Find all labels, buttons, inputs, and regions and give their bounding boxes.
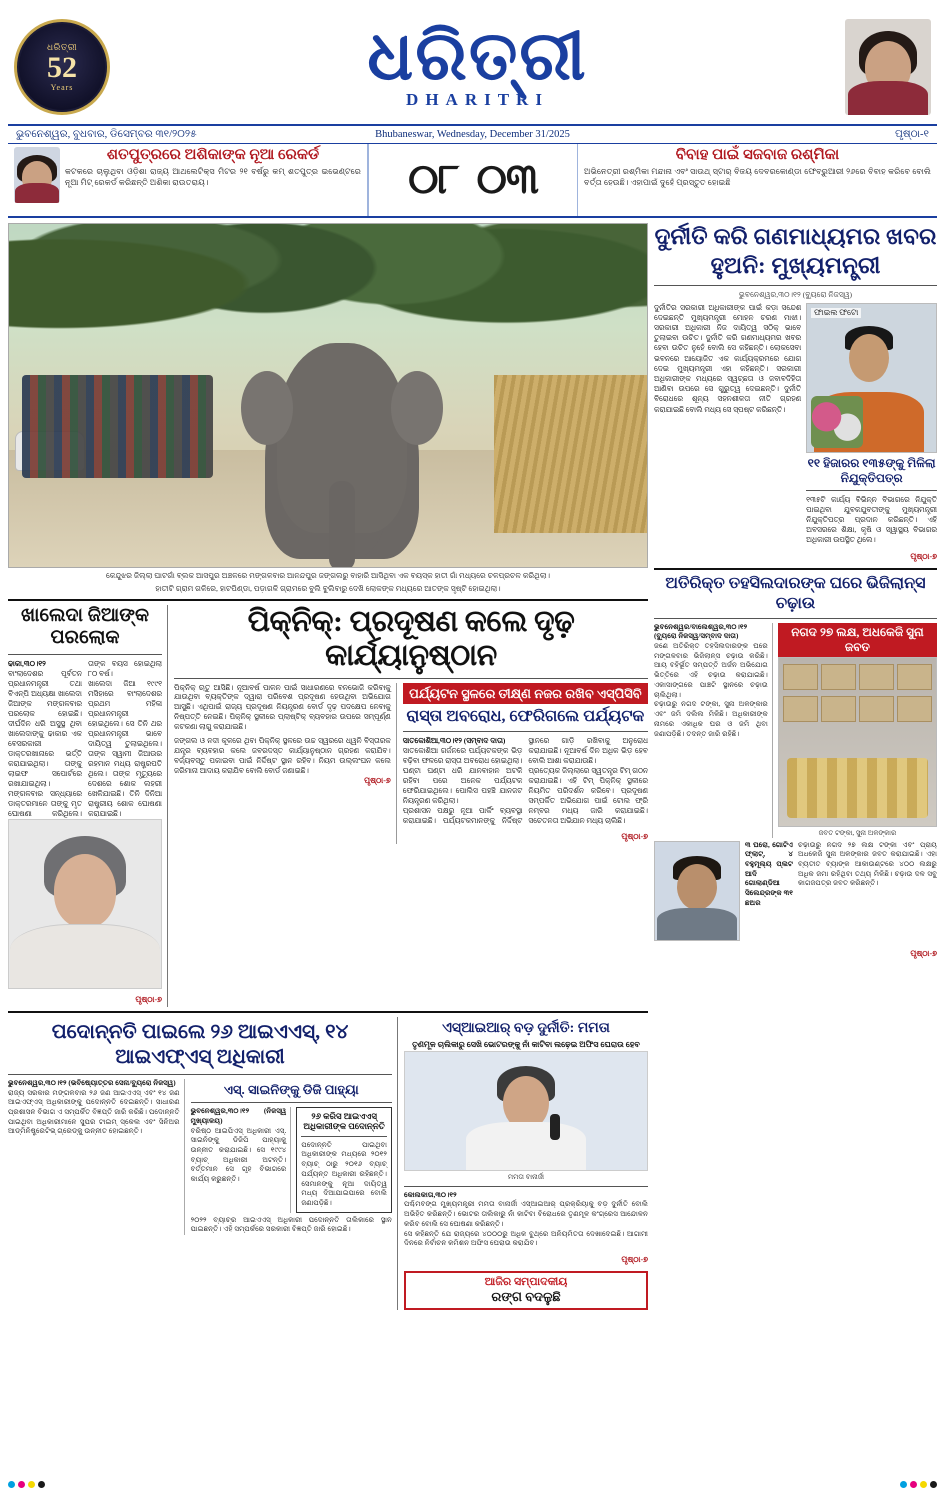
- registration-dots-left: [8, 1481, 45, 1488]
- divider: [174, 678, 648, 679]
- temperature-high: ୦୮: [408, 157, 459, 203]
- raid-list-headline: ୩ ଘରୋ, ଗୋଟିଏ ଫ୍ଲାଟ୍, ୪ ବହୁମୂଲ୍ୟ ପ୍ଲଟ ଆଦି ଗୋଲାଣ୍ଡିଆ ସିଲେନ୍ଦ୍ରଙ୍କ ୩୧ ଛଅର: [745, 840, 793, 907]
- reg-dot: [930, 1481, 937, 1488]
- divider: [191, 1102, 392, 1103]
- photo-body: [10, 924, 160, 988]
- date-odia: ଭୁବନେଶ୍ୱର, ବୁଧବାର, ଡିସେମ୍ବର ୩୧/୨୦୨୫: [16, 128, 197, 140]
- sir-article[interactable]: [404, 1017, 648, 1310]
- picnic-col1-text: ପିକ୍‌ନିକ୍ ଋତୁ ଆସିଛି। ନୂଆବର୍ଷ ପାଳନ ପାଇଁ ସାଧାରଣରେ ବନଭୋଜି କରିବାକୁ ଯାଉଥିବା ବ୍ୟକ୍ତିଙ୍କ ଦ୍ୱାରା ପରିବେଶ ପ୍ରଦୂଷଣ ହେଉଥିବା ଅଭିଯୋଗ ଆସୁଛି। ଏଥିପାଇଁ ରାଜ୍ୟ ପ୍ରଦୂଷଣ ନିୟନ୍ତ୍ରଣ ବୋର୍ଡ ଦୃଢ଼ ପଦକ୍ଷେପ ନେବାକୁ ନିଷ୍ପତ୍ତି ନେଇଛି। ପିକ୍‌ନିକ୍ ସ୍ଥଳୀରେ ପ୍ଲାଷ୍ଟିକ୍ ବ୍ୟବହାର ଉପରେ ସମ୍ପୂର୍ଣ୍ଣ କଟକଣା ଲାଗୁ କରାଯାଇଛି।: [174, 682, 391, 732]
- cm-photo: [806, 303, 937, 453]
- khaleda-jump[interactable]: ପୃଷ୍ଠା-୭: [135, 994, 162, 1004]
- spcb-subheadline: ପର୍ଯ୍ୟଟନ ସ୍ଥଳରେ ତୀକ୍ଷ୍ଣ ନଜର ରଖିବ ଏସ୍‌ପିସିବି: [403, 683, 648, 705]
- teaser-left-text: କଟକରେ ଚାଲୁଥିବା ଓଡ଼ିଶା ରାଜ୍ୟ ଆଥଲେଟିକ୍ସ ମିଟର ୨୧ ବର୍ଷରୁ କମ୍ ଶତପୁତ୍ର ଇଭେଣ୍ଟରେ ନୂଆ ମିଟ୍ ରେକର୍ଡ କରିଛନ୍ତି ଅଶିକା ରାଉତରାୟ।: [65, 167, 361, 187]
- photo-face: [677, 864, 717, 910]
- saini-subheadline: ଏସ୍. ସାଇନିଙ୍କୁ ଡିଜି ପାହ୍ୟା: [223, 1081, 359, 1097]
- temperature-panel: [368, 144, 578, 216]
- cm-headline: ଦୁର୍ନୀତି କରି ଗଣମାଧ୍ୟମର ଖବର ହୁଅନି: ମୁଖ୍ୟମନ୍ତ୍ରୀ: [654, 224, 937, 278]
- khaleda-body-2: ଖାଲେଦା ଜିଆ ୧୯୯୧ ମସିହାରେ ବାଂଲାଦେଶର ପ୍ରଥମ ମହିଳା ପ୍ରଧାନମନ୍ତ୍ରୀ ହୋଇଥିଲେ। ସେ ତିନି ଥର ପ୍ରଧାନମନ୍ତ୍ରୀ ଭାବେ ଦାୟିତ୍ୱ ତୁଲାଇଥିଲେ। ତାଙ୍କ ସ୍ୱାମୀ ଜିଆଉର ରହମାନ ମଧ୍ୟ ରାଷ୍ଟ୍ରପତି ଥିଲେ। ତାଙ୍କ ମୃତ୍ୟୁରେ ଦେଶରେ ଶୋକ ଲହରୀ ଖେଳିଯାଇଛି। ତିନି ଦିନିଆ ରାଷ୍ଟ୍ରୀୟ ଶୋକ ଘୋଷଣା କରାଯାଇଛି।: [88, 679, 162, 818]
- mamata-photo-caption: ମମତା ବାନାର୍ଜୀ: [507, 1172, 545, 1181]
- divider: [654, 568, 937, 570]
- anniversary-badge: [14, 19, 110, 115]
- reg-dot: [38, 1481, 45, 1488]
- lead-photo-elephant: [8, 223, 648, 568]
- third-row: [8, 1017, 648, 1310]
- masthead-title-odia: ଧରିତ୍ରୀ: [367, 17, 588, 94]
- portrait-body: [848, 81, 928, 115]
- main-content: [8, 223, 937, 1310]
- reg-dot: [8, 1481, 15, 1488]
- teaser-left-headline: ଶତପୁତ୍ରରେ ଅଶିକାଙ୍କ ନୂଆ ରେକର୍ଡ: [106, 147, 320, 163]
- khaleda-headline: ଖାଲେଦା ଜିଆଙ୍କ ପରଲୋକ: [20, 604, 150, 649]
- promotion-col-1: [8, 1079, 185, 1235]
- khaleda-photo: [8, 819, 162, 989]
- tourist-body: [403, 736, 648, 826]
- reg-dot: [920, 1481, 927, 1488]
- temperature-low: ୦୩: [476, 157, 538, 203]
- seizure-body: ଚଢ଼ାଉରୁ ନଗଦ ୨୭ ଲକ୍ଷ ଟଙ୍କା ଏବଂ ପ୍ରାୟ ଅଧକେଜି ସୁନା ଅଳଙ୍କାର ଜବତ କରାଯାଇଛି। ଏହା ବ୍ୟତୀତ ବ୍ୟାଙ୍କ ଆକାଉଣ୍ଟରେ ୪୦୦ ଲକ୍ଷରୁ ଅଧିକ ଜମା ରହିଥିବା ତଥ୍ୟ ମିଳିଛି। ଚଢ଼ାଉ ଦଳ ସବୁ କାଗଜପତ୍ର ଜବତ କରିଛନ୍ତି।: [798, 840, 937, 888]
- second-row: [8, 605, 648, 1007]
- left-column: [8, 223, 648, 1310]
- cm-photo-wrap: [806, 303, 937, 546]
- picnic-col2-text: ଜଙ୍ଗଲ ଓ ନଦୀ କୂଳରେ ଥିବା ପିକ୍‌ନିକ୍ ସ୍ଥଳରେ ଉଚ୍ଚ ସ୍ୱରରେ ଧ୍ୱନି ବିସ୍ତାରକ ଯନ୍ତ୍ର ବ୍ୟବହାର କଲେ ଜବରଦସ୍ତ କାର୍ଯ୍ୟାନୁଷ୍ଠାନ ଗ୍ରହଣ କରାଯିବ। ବର୍ଜ୍ୟବସ୍ତୁ ପକାଇବା ପାଇଁ ନିର୍ଦ୍ଦିଷ୍ଟ ସ୍ଥାନ ରହିବ। ନିୟମ ଉଲ୍ଲଂଘନ କଲେ ଜରିମାନା ଆଦାୟ କରାଯିବ ବୋଲି ବୋର୍ଡ ଜଣାଇଛି।: [174, 736, 391, 776]
- raid-col-2: [778, 623, 937, 838]
- date-bar: [8, 124, 937, 144]
- divider: [8, 1011, 648, 1013]
- registration-dots-right: [900, 1481, 937, 1488]
- raid-body-1: ଜଣେ ଅତିରିକ୍ତ ତହସିଲଦାରଙ୍କ ଘରେ ମଙ୍ଗଳବାର ଭିଜିଲାନ୍ସ ଚଢ଼ାଉ କରିଛି। ଆୟ ବହିର୍ଭୂତ ସମ୍ପତ୍ତି ଅର୍ଜନ ଅଭିଯୋଗ ଭିତ୍ତିରେ ଏହି ଚଢ଼ାଉ କରାଯାଇଛି। ଏକାସାଙ୍ଗରେ ପାଞ୍ଚଟି ସ୍ଥାନରେ ଚଢ଼ାଉ ଚାଲିଥିଲା।: [654, 642, 768, 699]
- right-column: [654, 223, 937, 1310]
- editorial-subtitle: ରଙ୍ଗ ବଦଳୁଛି: [491, 1289, 561, 1305]
- reg-dot: [910, 1481, 917, 1488]
- sir-subheadline: ତୃଣମୂଳ ଚାଲିକାରୁ ସେଖି ଭୋଟରଙ୍କୁ ନାଁ କାଟିବା ଲଢ଼େଇ ଅଫିସ ଘେରାଉ ହେବ: [412, 1040, 640, 1050]
- promotion-col-2: [191, 1079, 392, 1235]
- divider: [806, 490, 937, 491]
- cash-bundle: [859, 664, 894, 690]
- divider: [8, 599, 648, 601]
- raid-byline: ଭୁବନେଶ୍ୱର/ବାଲେଶ୍ୱର,୩୦।୧୨ (ବ୍ୟୁରୋ ନିଜସ୍ୱ/ସମ୍ବାଦ ଦାତା): [654, 622, 748, 641]
- cm-body-text: ଦୁର୍ନୀତିର ସରକାରୀ ଅଧିକାରୀଙ୍କ ପାଇଁ କଡ଼ା ସନ୍ଦେଶ ଦେଇଛନ୍ତି ମୁଖ୍ୟମନ୍ତ୍ରୀ ମୋହନ ଚରଣ ମାଝୀ। ସରକାରୀ ଅଧିକାରୀ ନିଜ ଦାୟିତ୍ୱ ସଠିକ୍ ଭାବେ ତୁଲାଇବା ଉଚିତ। ଦୁର୍ନୀତି କରି ଗଣମାଧ୍ୟମର ଖବର ହେବା ଉଚିତ ନୁହେଁ ବୋଲି ସେ କହିଛନ୍ତି। ଲୋକସେବା ଭବନରେ ଆୟୋଜିତ ଏକ କାର୍ଯ୍ୟକ୍ରମରେ ଯୋଗ ଦେଇ ମୁଖ୍ୟମନ୍ତ୍ରୀ ଏହା କହିଛନ୍ତି। ସରକାରୀ ଅଧିକାରୀଙ୍କ ମଧ୍ୟରେ ସ୍ୱଚ୍ଛତା ଓ ଜବାବଦିହିତା ଆଣିବା ଉପରେ ସେ ଗୁରୁତ୍ୱ ଦେଇଛନ୍ତି। ଦୁର୍ନୀତି ବିରୋଧରେ ଶୂନ୍ୟ ସହନଶୀଳତା ନୀତି ଗ୍ରହଣ କରାଯାଇଛି ବୋଲି ମଧ୍ୟ ସେ ସ୍ପଷ୍ଟ କରିଛନ୍ତି।: [654, 302, 802, 414]
- cash-bundle: [897, 696, 932, 722]
- saini-body: ବରିଷ୍ଠ ଆଇପିଏସ୍ ଅଧିକାରୀ ଏସ୍. ସାଇନିଙ୍କୁ ଡିଜିପି ପାହ୍ୟାକୁ ଉନ୍ନୀତ କରାଯାଇଛି। ସେ ୧୯୯୪ ବ୍ୟାଚ୍ ଅଧିକାରୀ ଅଟନ୍ତି। ବର୍ତ୍ତମାନ ସେ ଗୃହ ବିଭାଗରେ କାର୍ଯ୍ୟ କରୁଛନ୍ତି।: [190, 1126, 287, 1184]
- teaser-right[interactable]: [578, 144, 937, 216]
- anniversary-odia-label: ଧରିତ୍ରୀ: [46, 42, 78, 52]
- masthead-title: [110, 17, 845, 111]
- picnic-right: [403, 683, 648, 844]
- cash-row-1: [783, 664, 932, 690]
- picnic-headline: ପିକ୍‌ନିକ୍‌: ପ୍ରଦୂଷଣ କଲେ ଦୃଢ଼ କାର୍ଯ୍ୟାନୁଷ୍ଠାନ: [247, 604, 575, 672]
- sir-body-1: ପଶ୍ଚିମବଙ୍ଗ ମୁଖ୍ୟମନ୍ତ୍ରୀ ମମତା ବାନାର୍ଜୀ ଏସ୍‌ଆଇଆର୍ ପ୍ରକ୍ରିୟାକୁ ବଡ଼ ଦୁର୍ନୀତି ବୋଲି ଅଭିହିତ କରିଛନ୍ତି। ଭୋଟର ତାଲିକାରୁ ନାଁ କାଟିବା ବିରୋଧରେ ତୃଣମୂଳ କଂଗ୍ରେସ ଆନ୍ଦୋଳନ କରିବ ବୋଲି ସେ ଘୋଷଣା କରିଛନ୍ତି।: [404, 1200, 648, 1228]
- picnic-col3-text: ପ୍ରତ୍ୟେକ ଜିଲ୍ଲାରେ ସ୍ୱତନ୍ତ୍ର ଟିମ୍ ଗଠନ କରାଯାଇଛି। ଏହି ଟିମ୍ ପିକ୍‌ନିକ୍ ସ୍ଥଳୀରେ ନିୟମିତ ପରିଦର୍ଶନ କରିବେ। ପ୍ରଦୂଷଣ ସମ୍ପର୍କିତ ଅଭିଯୋଗ ପାଇଁ ଟୋଲ ଫ୍ରି ନମ୍ବର ମଧ୍ୟ ଜାରି କରାଯାଇଛି। ସଚେତନତା ଅଭିଯାନ ମଧ୍ୟ ଚାଲିଛି।: [528, 766, 648, 825]
- saini-byline: ଭୁବନେଶ୍ୱର,୩୦।୧୨ (ନିଜସ୍ୱ ମୁଖ୍ୟାଳୟ): [190, 1107, 287, 1125]
- sir-jump[interactable]: ପୃଷ୍ଠା-୭: [621, 1255, 648, 1265]
- divider: [654, 618, 937, 619]
- editorial-box[interactable]: [404, 1271, 648, 1310]
- promotion-byline: ଭୁବନେଶ୍ୱର,୩୦।୧୨ (ଭବିଷ୍ୟୋତ୍ତର ସେନା/ବ୍ୟୁରୋ ନିଜସ୍ୱ): [8, 1078, 176, 1087]
- anniversary-years-label: Years: [50, 83, 74, 92]
- photo-body: [657, 908, 737, 940]
- raid-row: [654, 623, 937, 838]
- microphone-icon: [550, 1114, 560, 1140]
- editorial-title: ଆଜିର ସମ୍ପାଦକୀୟ: [484, 1276, 568, 1289]
- cm-body-row: [654, 303, 937, 546]
- sir-byline: କୋଲକାତା,୩୦।୧୨: [404, 1190, 457, 1199]
- cm-sub-body: ୧୩୫ଟି କାର୍ଯ୍ୟ ବିଭିନ୍ନ ବିଭାଗରେ ନିଯୁକ୍ତି ପାଇଥିବା ଯୁବକଯୁବତୀଙ୍କୁ ମୁଖ୍ୟମନ୍ତ୍ରୀ ନିଯୁକ୍ତିପତ୍ର ପ୍ରଦାନ କରିଛନ୍ତି। ଏହି ଅବସରରେ ଶିକ୍ଷା, କୃଷି ଓ ସ୍ୱାସ୍ଥ୍ୟ ବିଭାଗର ଅଧିକାରୀ ଉପସ୍ଥିତ ଥିଲେ।: [806, 494, 937, 545]
- seizure-photo: [778, 657, 937, 827]
- avatar-body: [15, 183, 59, 203]
- lead-photo-caption-2: ହାତୀଟି ଗ୍ରାମ ଗଳିରେ, ହାଟପିଣ୍ଡା, ପଡ଼ାଗଳି ଗ୍ରାମରେ ବୁଲି ବୁଲିବାରୁ ଦେଖି ଲୋକଙ୍କ ମଧ୍ୟରେ ଆତଙ୍କ ସୃଷ୍ଟି ହୋଇଥିଲା।: [155, 584, 501, 594]
- sir-body-2: ସେ କହିଛନ୍ତି ଯେ ରାଜ୍ୟରେ ୪୦୦୦ରୁ ଅଧିକ ବୁଥ୍‌ରେ ଅନିୟମିତତା ଦେଖାଦେଇଛି। ଆଗାମୀ ଦିନରେ ନିର୍ବାଚନ କମିଶନ ଅଫିସ ଘେରାଉ କରାଯିବ।: [404, 1229, 648, 1248]
- picnic-article[interactable]: [174, 605, 648, 1007]
- promotion-columns: [8, 1079, 392, 1235]
- promotion-box-body: ପଦୋନ୍ନତି ପାଇଥିବା ଅଧିକାରୀଙ୍କ ମଧ୍ୟରେ ୨୦୧୨ ବ୍ୟାଚ୍ ଠାରୁ ୨୦୧୬ ବ୍ୟାଚ୍ ପର୍ଯ୍ୟନ୍ତ ଅଧିକାରୀ ରହିଛନ୍ତି। ସେମାନଙ୍କୁ ନୂଆ ଦାୟିତ୍ୱ ମଧ୍ୟ ଦିଆଯାଇପାରେ ବୋଲି ଜଣାପଡ଼ିଛି।: [301, 1140, 387, 1208]
- seizure-photo-caption: ଜବତ ଟଙ୍କା, ସୁନା ଅଳଙ୍କାର: [818, 828, 897, 837]
- photo-face: [849, 334, 889, 382]
- promotion-box-headline: ୨୬ କରିସ ଆଇଏଏସ୍ ଅଧିକାରୀଙ୍କ ପଦୋନ୍ନତି: [303, 1111, 385, 1132]
- flower-bouquet: [811, 396, 863, 448]
- photo-crowd: [22, 375, 213, 478]
- raid-col-1: [654, 623, 773, 838]
- saini-body-wrap: [191, 1107, 392, 1213]
- raid-article[interactable]: [654, 574, 937, 961]
- raid-headline: ଅତିରିକ୍ତ ତହସିଲଦାରଙ୍କ ଘରେ ଭିଜିଲାନ୍ସ ଚଢ଼ାଉ: [665, 574, 926, 612]
- photo-straw-stack: [494, 375, 647, 533]
- teaser-left[interactable]: [8, 144, 368, 216]
- khaleda-body-1: ବାଂଲାଦେଶର ପୂର୍ବତନ ପ୍ରଧାନମନ୍ତ୍ରୀ ତଥା ବିଏନ୍‌ପି ଅଧ୍ୟକ୍ଷା ଖାଲେଦା ଜିଆଙ୍କ ମଙ୍ଗଳବାର ପରଲୋକ ହୋଇଛି। ଦୀର୍ଘଦିନ ଧରି ଅସୁସ୍ଥ ଥିବା ଖାଲେଦାଙ୍କୁ ଢାକାର ଏକ ବେସରକାରୀ ଡାକ୍ତରଖାନାରେ ଭର୍ତ୍ତି କରାଯାଇଥିଲା। ତାଙ୍କୁ ଲାଇଫ ସପୋର୍ଟରେ ରଖାଯାଇଥିଲା। ମଙ୍ଗଳବାର ସନ୍ଧ୍ୟାରେ ଡାକ୍ତରମାନେ ତାଙ୍କୁ ମୃତ ଘୋଷଣା କରିଥିଲେ। ତାଙ୍କ ବୟସ ହୋଇଥିଲା ୮୦ ବର୍ଷ।: [8, 659, 162, 818]
- cash-bundle: [821, 696, 856, 722]
- cash-bundle: [821, 664, 856, 690]
- tourist-jump[interactable]: ପୃଷ୍ଠା-୭: [621, 831, 648, 841]
- cm-byline: ଭୁବନେଶ୍ୱର,୩୦।୧୨ (ବ୍ୟୁରୋ ନିଜସ୍ୱ): [738, 289, 853, 299]
- cash-bundle: [859, 696, 894, 722]
- masthead-title-english: DHARITRI: [406, 90, 549, 110]
- teaser-right-text: ଅଭିନେତ୍ରୀ ରଶ୍ମିକା ମନ୍ଦାନା ଏବଂ ସାଉଥ୍ ସ୍ଟାର୍ ବିଜୟ ଦେବରକୋଣ୍ଡା ଫେବ୍ରୁଆରୀ ୨୬ରେ ବିବାହ କରିବେ ବୋଲି ବର୍ତ୍ତା ହେଉଛି। ଏହାପାଇଁ ଦୁହେଁ ପ୍ରସ୍ତୁତ ହୋଇଛି: [584, 167, 931, 187]
- accused-photo: [654, 841, 740, 941]
- raid-bottom-row: [654, 841, 937, 943]
- promotion-footer-line: ୨୦୨୨ ବ୍ୟାଚ୍‌ର ଆଇଏଏସ୍ ଅଧିକାରୀ ପଦୋନ୍ନତି ତାଲିକାରେ ସ୍ଥାନ ପାଇଛନ୍ତି। ଏହି ସମ୍ପର୍କରେ ସରକାରୀ ବିଜ୍ଞପ୍ତି ଜାରି ହୋଇଛି।: [190, 1215, 392, 1234]
- cash-bundle: [897, 664, 932, 690]
- date-english: Bhubaneswar, Wednesday, December 31/2025: [375, 129, 570, 140]
- photo-elephant: [277, 343, 407, 533]
- photo-body: [466, 1122, 586, 1170]
- page-number: ପୃଷ୍ଠା-୧: [895, 128, 929, 140]
- promotion-body: ରାଜ୍ୟ ସରକାର ମଙ୍ଗଳବାର ୨୬ ଜଣ ଆଇଏଏସ୍ ଏବଂ ୧୪ ଜଣ ଆଇଏଫ୍‌ଏସ୍ ଅଧିକାରୀଙ୍କୁ ପଦୋନ୍ନତି ଦେଇଛନ୍ତି। ସାଧାରଣ ପ୍ରଶାସନ ବିଭାଗ ଏ ସମ୍ପର୍କିତ ବିଜ୍ଞପ୍ତି ଜାରି କରିଛି। ପଦୋନ୍ନତି ପାଇଥିବା ଅଧିକାରୀମାନେ ସୁପର ଟାଇମ୍ ସ୍କେଲ ଏବଂ ସିନିଅର ଆଡ୍‌ମିନିଷ୍ଟ୍ରେଟିଭ୍ ଗ୍ରେଡ୍‌କୁ ଉନ୍ନୀତ ହୋଇଛନ୍ତି।: [8, 1088, 180, 1136]
- sir-headline: ଏସ୍‌ଆଇଆର୍ ବଡ଼ ଦୁର୍ନୀତି: ମମତା: [442, 1020, 610, 1036]
- khaleda-body: [8, 659, 162, 819]
- khaleda-byline: ଢାକା,୩୦।୧୨: [8, 659, 46, 669]
- gold-jewellery: [787, 758, 928, 818]
- teaser-left-avatar: [14, 147, 60, 203]
- promotion-headline: ପଦୋନ୍ନତି ପାଇଲେ ୨୬ ଆଇଏଏସ୍, ୧୪ ଆଇଏଫ୍‌ଏସ୍ ଅଧିକାରୀ: [51, 1020, 349, 1068]
- khaleda-article[interactable]: [8, 605, 168, 1007]
- divider: [301, 1136, 387, 1137]
- promotion-box-inner: [296, 1107, 392, 1213]
- picnic-columns: [174, 683, 648, 844]
- raid-body-2: ଚଢ଼ାଉରୁ ନଗଦ ଟଙ୍କା, ସୁନା ଅଳଙ୍କାର ଏବଂ ଜମି ଦଲିଲ ମିଳିଛି। ଅଧିକାରୀଙ୍କ ନାମରେ ଏକାଧିକ ଘର ଓ ଜମି ଥିବା ଜଣାପଡ଼ିଛି। ତଦନ୍ତ ଜାରି ରହିଛି।: [654, 700, 768, 738]
- divider: [403, 731, 648, 732]
- reg-dot: [28, 1481, 35, 1488]
- reg-dot: [900, 1481, 907, 1488]
- saini-col-1: [191, 1107, 292, 1213]
- promotion-article[interactable]: [8, 1017, 398, 1310]
- print-registration-strip: [8, 1478, 937, 1490]
- cm-photo-label: ଫାଇଲ ଫଟୋ: [811, 308, 861, 318]
- tourist-byline: ସାତକୋଶିଆ,୩୦।୧୨ (ସମ୍ବାଦ ଦାତା): [402, 736, 506, 746]
- cm-sub-headline: ୧୧ ହିଜାରର ୧୩୫ଙ୍କୁ ମିଳିଲା ନିଯୁକ୍ତିପତ୍ର: [807, 455, 936, 485]
- lead-photo-caption-1: କେନ୍ଦୁଝର ଜିଲ୍ଲା ଘାଟଗାଁ ବ୍ଲକ ଆସପୁର ଅଞ୍ଚଳରେ ମଙ୍ଗଳବାର ଆନନ୍ଦପୁର ଜଙ୍ଗଲରୁ ବାହାରି ଆସିଥିବା ଏକ ବୟସ୍କ ହାତୀ ଗାଁ ମଧ୍ୟରେ ଚଳପ୍ରଚଳ କରିଥିଲା।: [105, 571, 551, 580]
- raid-jump[interactable]: ପୃଷ୍ଠା-୭: [910, 948, 937, 958]
- cm-jump[interactable]: ପୃଷ୍ଠା-୭: [910, 551, 937, 561]
- sir-body-wrap: [404, 1191, 648, 1249]
- promotion-box: [296, 1107, 392, 1213]
- divider: [8, 654, 162, 655]
- cash-bundle: [783, 696, 818, 722]
- tourist-subheadline: ରାସ୍ତା ଅବରୋଧ, ଫେରିଗଲେ ପର୍ଯ୍ୟଟକ: [406, 708, 645, 726]
- cash-row-2: [783, 696, 932, 722]
- anniversary-number: 52: [47, 51, 77, 84]
- teaser-right-headline: ବିବାହ ପାଇଁ ସଜବାଜ ରଶ୍ମିକା: [675, 147, 840, 163]
- masthead-left-portrait: [845, 19, 931, 115]
- divider: [654, 285, 937, 286]
- teaser-strip: [8, 144, 937, 218]
- raid-bottom-left: [654, 841, 793, 943]
- masthead: [8, 6, 937, 124]
- picnic-jump[interactable]: ପୃଷ୍ଠା-୭: [364, 776, 391, 786]
- photo-face: [54, 854, 116, 928]
- tourist-body-2: ପ୍ରଶାସନ ପକ୍ଷରୁ ନୂଆ ପାର୍କିଂ ବ୍ୟବସ୍ଥା କରାଯାଇଛି। ପର୍ଯ୍ୟଟକମାନଙ୍କୁ ନିର୍ଦ୍ଦିଷ୍ଟ ସ୍ଥାନରେ ଗାଡ଼ି ରଖିବାକୁ ଅନୁରୋଧ କରାଯାଇଛି। ନୂଆବର୍ଷ ଦିନ ଅଧିକ ଭିଡ଼ ହେବ ବୋଲି ଆଶା କରାଯାଉଛି।: [402, 736, 648, 825]
- elephant-ear-right: [391, 371, 443, 445]
- picnic-col-1: [174, 683, 397, 844]
- seizure-headline: ନଗଦ ୨୭ ଲକ୍ଷ, ଅଧକେଜି ସୁନା ଜବତ: [778, 623, 937, 657]
- elephant-ear-left: [241, 371, 293, 445]
- cash-bundle: [783, 664, 818, 690]
- tourist-body-1: ସାତକୋଶିଆ ଗର୍ଜନରେ ପର୍ଯ୍ୟଟକଙ୍କ ଭିଡ଼ ବଢ଼ିବା ଫଳରେ ରାସ୍ତା ଅବରୋଧ ହୋଇଥିଲା। ଘଣ୍ଟା ଘଣ୍ଟା ଧରି ଯାନବାହାନ ଅଟକି ରହିବା ପରେ ଅନେକ ପର୍ଯ୍ୟଟକ ଫେରିଯାଇଥିଲେ। ପୋଲିସ ପହଞ୍ଚି ଯାନଜଟ ନିୟନ୍ତ୍ରଣ କରିଥିଲା।: [402, 746, 523, 805]
- divider: [8, 1074, 392, 1075]
- divider: [404, 1186, 648, 1187]
- reg-dot: [18, 1481, 25, 1488]
- mamata-photo: [404, 1051, 648, 1171]
